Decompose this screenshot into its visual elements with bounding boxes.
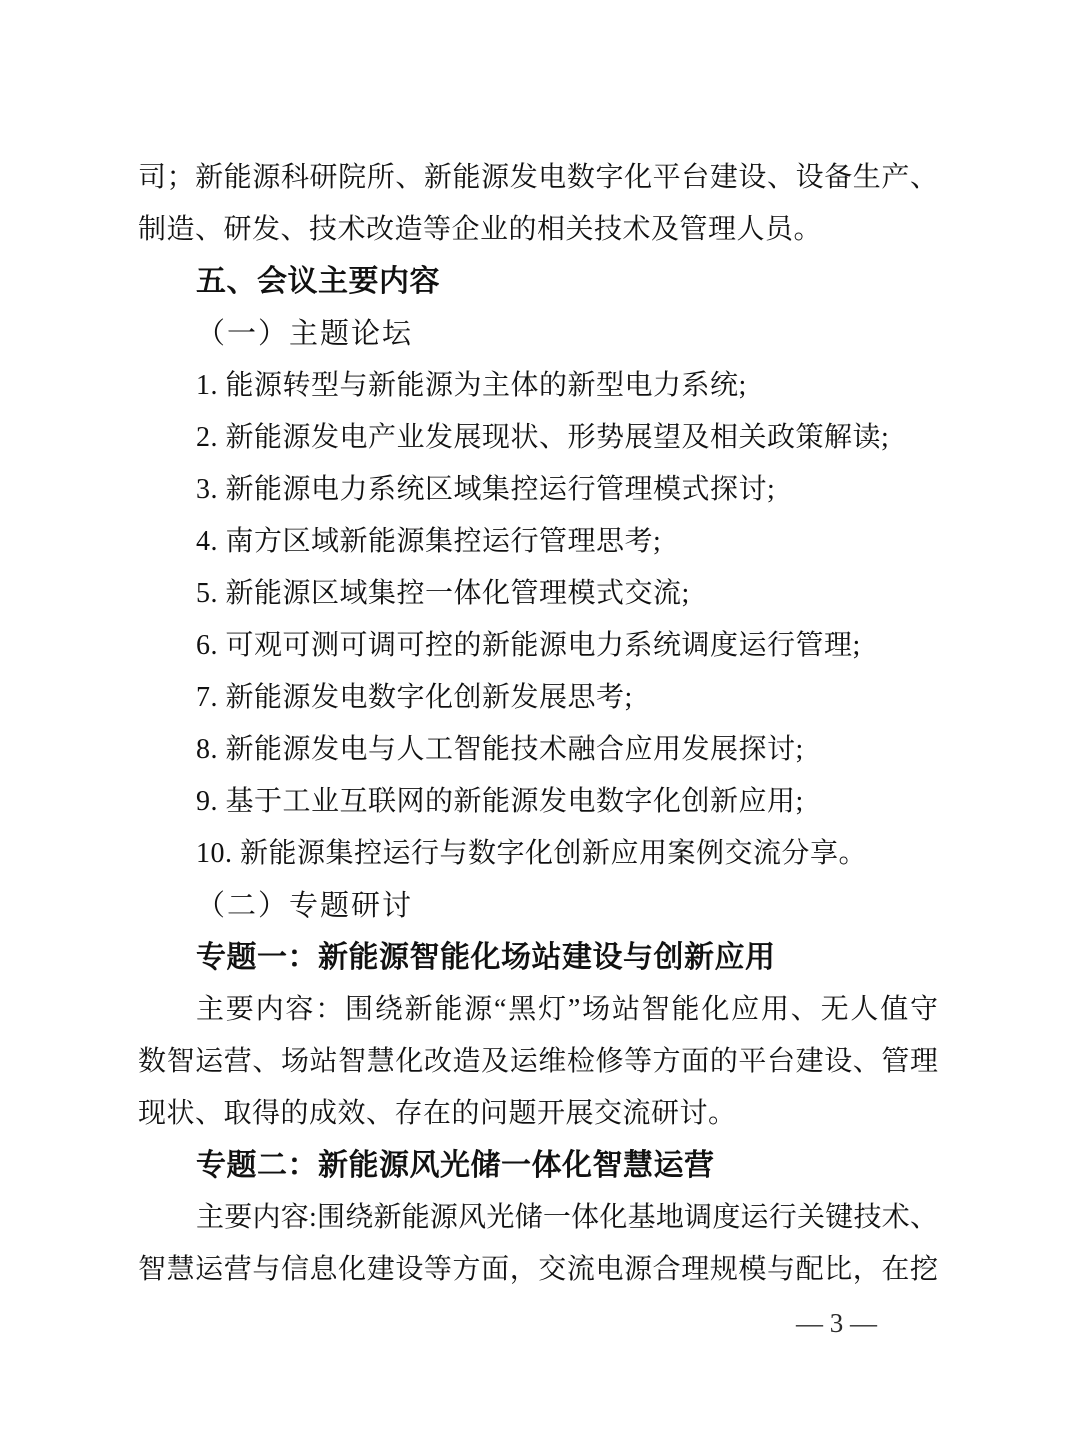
forum-item-9: 9. 基于工业互联网的新能源发电数字化创新应用; [196, 786, 804, 817]
forum-item-2: 2. 新能源发电产业发展现状、形势展望及相关政策解读; [196, 422, 890, 453]
forum-item-6: 6. 可观可测可调可控的新能源电力系统调度运行管理; [196, 630, 861, 661]
topic-2-title: 专题二：新能源风光储一体化智慧运营 [196, 1149, 715, 1182]
topic-2-body-line-1: 主要内容:围绕新能源风光储一体化基地调度运行关键技术、 [196, 1202, 938, 1233]
topic-1-body-line-2: 数智运营、场站智慧化改造及运维检修等方面的平台建设、管理 [138, 1046, 938, 1077]
document-body [138, 152, 938, 1296]
topic-1-body-line-1: 主要内容：围绕新能源“黑灯”场站智能化应用、无人值守 [196, 994, 938, 1025]
section-heading: 五、会议主要内容 [196, 265, 440, 298]
subsection-1-heading: （一）主题论坛 [196, 318, 414, 350]
forum-item-4: 4. 南方区域新能源集控运行管理思考; [196, 526, 662, 557]
intro-paragraph-line-1: 司；新能源科研院所、新能源发电数字化平台建设、设备生产、 [138, 162, 938, 193]
page-number: — 3 — [796, 1308, 877, 1338]
forum-item-1: 1. 能源转型与新能源为主体的新型电力系统; [196, 370, 747, 401]
topic-2-body-line-2: 智慧运营与信息化建设等方面，交流电源合理规模与配比，在挖 [138, 1254, 938, 1285]
intro-paragraph-line-2: 制造、研发、技术改造等企业的相关技术及管理人员。 [138, 214, 823, 245]
topic-1-body-line-3: 现状、取得的成效、存在的问题开展交流研讨。 [138, 1098, 737, 1129]
forum-item-5: 5. 新能源区域集控一体化管理模式交流; [196, 578, 690, 609]
forum-item-10: 10. 新能源集控运行与数字化创新应用案例交流分享。 [196, 838, 868, 869]
topic-1-title: 专题一：新能源智能化场站建设与创新应用 [196, 941, 776, 974]
forum-item-3: 3. 新能源电力系统区域集控运行管理模式探讨; [196, 474, 776, 505]
subsection-2-heading: （二）专题研讨 [196, 890, 414, 922]
forum-item-7: 7. 新能源发电数字化创新发展思考; [196, 682, 633, 713]
forum-item-8: 8. 新能源发电与人工智能技术融合应用发展探讨; [196, 734, 804, 765]
